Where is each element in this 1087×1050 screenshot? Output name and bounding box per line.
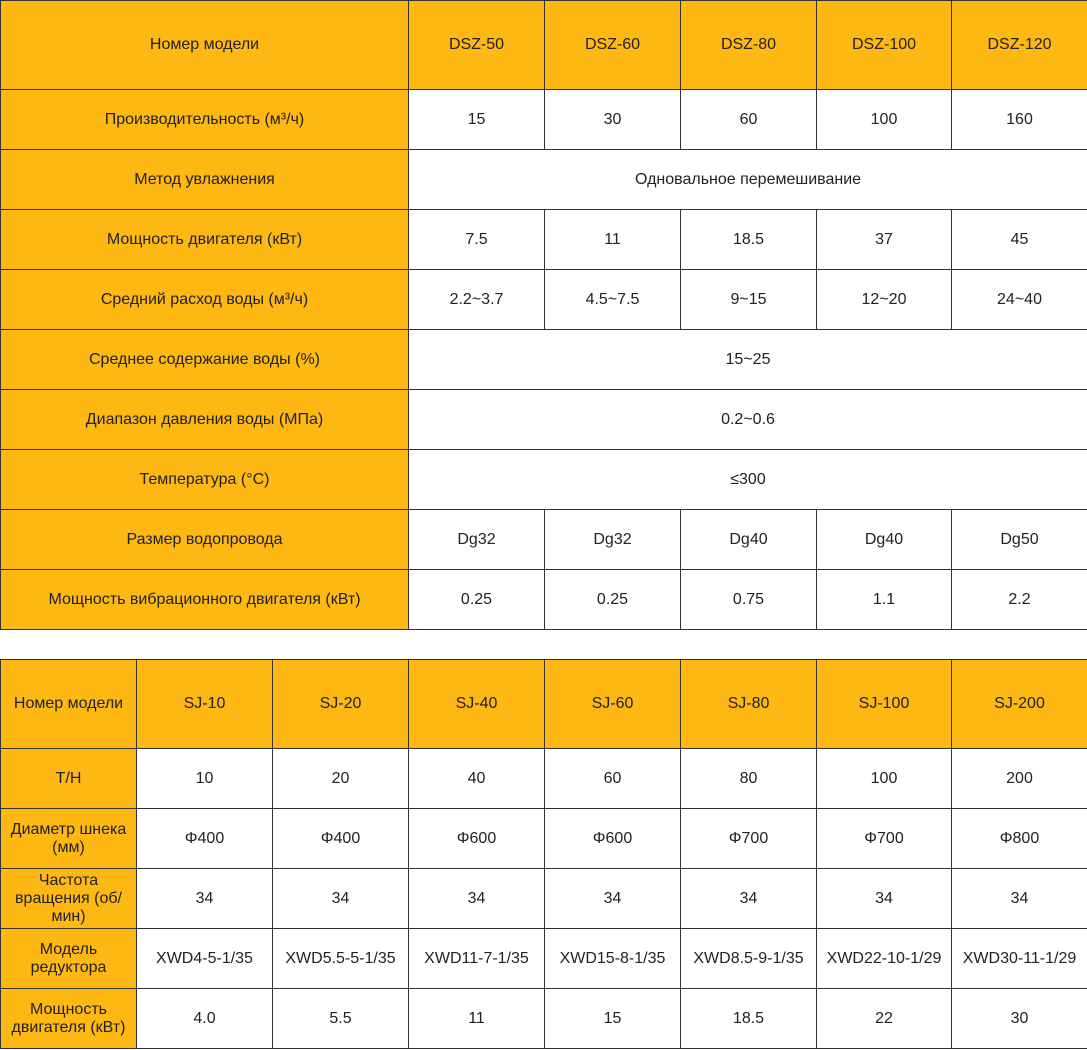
cell: 0.25 [545, 570, 681, 630]
table-row [1, 989, 1087, 1049]
cell: 34 [817, 869, 952, 929]
cell: 34 [952, 869, 1087, 929]
cell: Dg32 [545, 510, 681, 570]
cell: 1.1 [817, 570, 952, 630]
header-cell: SJ-100 [817, 660, 952, 749]
row-label: Диапазон давления воды (МПа) [1, 390, 409, 450]
cell: 200 [952, 749, 1087, 809]
cell: 60 [545, 749, 681, 809]
table-row [1, 570, 1087, 630]
row-label: Размер водопровода [1, 510, 409, 570]
table-row [1, 270, 1087, 330]
header-cell: SJ-20 [273, 660, 409, 749]
header-cell: DSZ-100 [817, 1, 952, 90]
row-label: Мощность двигателя (кВт) [1, 210, 409, 270]
cell: 5.5 [273, 989, 409, 1049]
cell: 60 [681, 90, 817, 150]
header-cell: SJ-80 [681, 660, 817, 749]
row-label: Мощность двигателя (кВт) [1, 989, 137, 1049]
cell: XWD15-8-1/35 [545, 929, 681, 989]
cell: 100 [817, 90, 952, 150]
header-cell: DSZ-60 [545, 1, 681, 90]
cell: 24~40 [952, 270, 1087, 330]
cell: Φ700 [681, 809, 817, 869]
cell: 4.5~7.5 [545, 270, 681, 330]
row-label: Модель редуктора [1, 929, 137, 989]
row-label: Средний расход воды (м³/ч) [1, 270, 409, 330]
row-label: Производительность (м³/ч) [1, 90, 409, 150]
cell: Φ600 [545, 809, 681, 869]
merged-cell: ≤300 [409, 450, 1087, 510]
cell: 0.75 [681, 570, 817, 630]
cell: Φ400 [137, 809, 273, 869]
cell: Dg32 [409, 510, 545, 570]
cell: 30 [545, 90, 681, 150]
cell: 4.0 [137, 989, 273, 1049]
cell: 22 [817, 989, 952, 1049]
cell: Dg50 [952, 510, 1087, 570]
table-row [1, 450, 1087, 510]
table-row [1, 210, 1087, 270]
header-cell: SJ-200 [952, 660, 1087, 749]
header-cell: Номер модели [1, 660, 137, 749]
cell: XWD11-7-1/35 [409, 929, 545, 989]
header-cell: SJ-60 [545, 660, 681, 749]
table-row [1, 150, 1087, 210]
cell: 12~20 [817, 270, 952, 330]
cell: 7.5 [409, 210, 545, 270]
cell: 40 [409, 749, 545, 809]
cell: 18.5 [681, 989, 817, 1049]
cell: Dg40 [817, 510, 952, 570]
cell: XWD22-10-1/29 [817, 929, 952, 989]
table-row [1, 809, 1087, 869]
cell: 9~15 [681, 270, 817, 330]
row-label: Температура (°C) [1, 450, 409, 510]
cell: Φ800 [952, 809, 1087, 869]
table-row [1, 929, 1087, 989]
cell: 100 [817, 749, 952, 809]
cell: 34 [681, 869, 817, 929]
cell: 34 [409, 869, 545, 929]
cell: 11 [409, 989, 545, 1049]
header-cell: DSZ-120 [952, 1, 1087, 90]
header-cell: SJ-10 [137, 660, 273, 749]
table-row [1, 749, 1087, 809]
merged-cell: Одновальное перемешивание [409, 150, 1087, 210]
cell: XWD8.5-9-1/35 [681, 929, 817, 989]
cell: 30 [952, 989, 1087, 1049]
cell: XWD4-5-1/35 [137, 929, 273, 989]
cell: XWD30-11-1/29 [952, 929, 1087, 989]
cell: 45 [952, 210, 1087, 270]
cell: 15 [545, 989, 681, 1049]
table-header-row [1, 1, 1087, 90]
header-cell: DSZ-80 [681, 1, 817, 90]
cell: 11 [545, 210, 681, 270]
table-header-row [1, 660, 1087, 749]
table-row [1, 390, 1087, 450]
cell: 15 [409, 90, 545, 150]
cell: 18.5 [681, 210, 817, 270]
merged-cell: 0.2~0.6 [409, 390, 1087, 450]
cell: 34 [273, 869, 409, 929]
row-label: Метод увлажнения [1, 150, 409, 210]
row-label: Т/Н [1, 749, 137, 809]
cell: 37 [817, 210, 952, 270]
cell: 2.2~3.7 [409, 270, 545, 330]
sj-spec-table [0, 659, 1087, 1049]
row-label: Среднее содержание воды (%) [1, 330, 409, 390]
cell: 160 [952, 90, 1087, 150]
row-label: Диаметр шнека (мм) [1, 809, 137, 869]
row-label: Частота вращения (об/мин) [1, 869, 137, 929]
table-row [1, 869, 1087, 929]
cell: 20 [273, 749, 409, 809]
cell: Φ400 [273, 809, 409, 869]
cell: 80 [681, 749, 817, 809]
header-cell: DSZ-50 [409, 1, 545, 90]
table-row [1, 330, 1087, 390]
cell: 10 [137, 749, 273, 809]
cell: Dg40 [681, 510, 817, 570]
cell: Φ600 [409, 809, 545, 869]
cell: 2.2 [952, 570, 1087, 630]
cell: 0.25 [409, 570, 545, 630]
table-row [1, 510, 1087, 570]
header-cell: Номер модели [1, 1, 409, 90]
cell: 34 [545, 869, 681, 929]
merged-cell: 15~25 [409, 330, 1087, 390]
cell: 34 [137, 869, 273, 929]
header-cell: SJ-40 [409, 660, 545, 749]
table-row [1, 90, 1087, 150]
cell: XWD5.5-5-1/35 [273, 929, 409, 989]
cell: Φ700 [817, 809, 952, 869]
row-label: Мощность вибрационного двигателя (кВт) [1, 570, 409, 630]
